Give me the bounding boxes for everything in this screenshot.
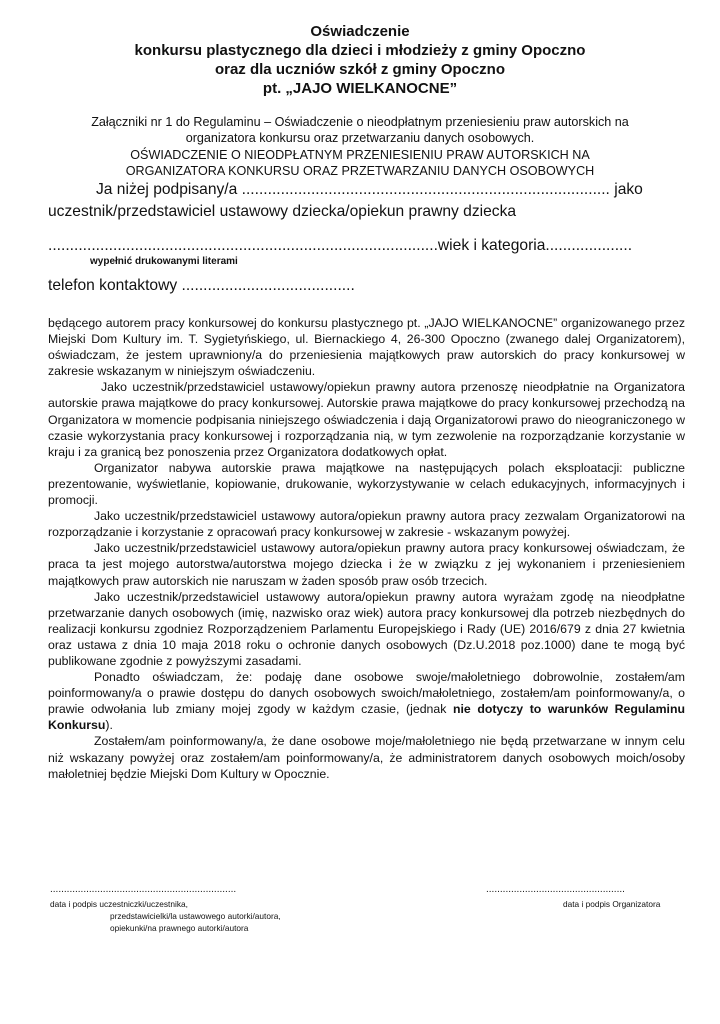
- block-letters-note: wypełnić drukowanymi literami: [90, 256, 238, 267]
- participant-signature-label-1: data i podpis uczestniczki/uczestnika,: [50, 899, 188, 909]
- intro-line-2: organizatora konkursu oraz przetwarzaniu danych osobowych.: [185, 131, 535, 145]
- statement-body: [48, 315, 685, 782]
- regulation-exception: nie dotyczy to warunków Regulaminu Konkursu: [48, 702, 685, 733]
- doc-subtitle-2: oraz dla uczniów szkół z gminy Opoczno: [214, 61, 506, 78]
- doc-subtitle-3: pt. „JAJO WIELKANOCNE”: [262, 80, 458, 97]
- signer-role-line: uczestnik/przedstawiciel ustawowy dziecka/opiekun prawny dziecka: [48, 203, 517, 220]
- intro-line-1: Załączniki nr 1 do Regulaminu – Oświadczenie o nieodpłatnym przeniesieniu praw autorskich na: [91, 115, 629, 129]
- organizer-signature-label: data i podpis Organizatora: [563, 899, 661, 909]
- paragraph-data-rights: [48, 669, 685, 733]
- signer-name-field: Ja niżej podpisany/a ..................................................................................... jako: [96, 181, 643, 198]
- doc-subtitle-1: konkursu plastycznego dla dzieci i młodzieży z gminy Opoczno: [134, 42, 586, 59]
- phone-field: telefon kontaktowy ........................................: [48, 277, 355, 294]
- age-category-field: ..........................................................................................wiek i kategoria....................: [48, 237, 633, 254]
- participant-signature-label-2: przedstawicielki/la ustawowego autorki/autora,: [110, 911, 281, 921]
- paragraph-data-consent: Jako uczestnik/przedstawiciel ustawowy autora/opiekun prawny autora wyrażam zgodę na nieodpłatne przetwarzanie danych osobowych (imię, nazwisko oraz wiek) autora pracy konkursowej dla potrzeb niezbędnych do realizacji konkursu zgodniez Rozporządzeniem Parlamentu Europejskiego i Rady (UE) 2016/679 z dnia 27 kwietnia oraz ustawa z dnia 10 maja 2018 roku o ochronie danych osobowych (Dz.U.2018 poz.1000) dane te mogą być publikowane zgodnie z powyższymi zasadami.: [48, 589, 685, 668]
- paragraph-transfer: Jako uczestnik/przedstawiciel ustawowy/opiekun prawny autora przenoszę nieodpłatnie na Organizatora autorskie prawa majątkowe do pracy konkursowej. Autorskie prawa majątkowe do pracy konkursowej przechodzą na Organizatora w momencie podpisania niniejszego oświadczenia i dają Organizatorowi prawo do nieograniczonego w czasie wykorzystania pracy konkursowej i rozporządzania nią, w tym zezwolenie na rozporządzanie korzystanie w kraju i za granicą bez ponoszenia przez Organizatora dodatkowych opłat.: [48, 380, 685, 459]
- participant-signature-label-3: opiekunki/na prawnego autorki/autora: [110, 923, 249, 933]
- intro-heading-1: OŚWIADCZENIE O NIEODPŁATNYM PRZENIESIENIU PRAW AUTORSKICH NA: [130, 148, 590, 162]
- paragraph-exploitation-fields: Organizator nabywa autorskie prawa majątkowe na następujących polach eksploatacji: publiczne prezentowanie, wyświetlanie, kopiowanie, drukowanie, wykorzystywanie w celach edukacyjnych, informacyjnych i promocji.: [48, 460, 685, 508]
- paragraph-originality: Jako uczestnik/przedstawiciel ustawowy autora/opiekun prawny autora pracy konkursowej oświadczam, że praca ta jest mojego autorstwa/autorstwa mojego dziecka i że w związku z jej wykonaniem i przeniesieniem majątkowych praw autorskich nie naruszam w żaden sposób praw osób trzecich.: [48, 541, 685, 588]
- data-rights-end: ).: [105, 718, 113, 733]
- doc-title: Oświadczenie: [310, 23, 410, 40]
- organizer-signature-line: ..................................................: [486, 884, 625, 895]
- paragraph-data-administrator: Zostałem/am poinformowany/a, że dane osobowe moje/małoletniego nie będą przetwarzane w innym celu niż wskazany powyżej oraz zostałem/am poinformowany/a, że administratorem danych osobowych moich/osoby małoletniej będzie Miejski Dom Kultury w Opocznie.: [48, 734, 685, 781]
- data-rights-text: Ponadto oświadczam, że: podaję dane osobowe swoje/małoletniego dobrowolnie, zostałem/am poinformowany/a o prawie dostępu do danych osobowych swoich/małoletniego, zostałem/am poinformowany/a, o prawie odwołania lub zmiany mojej zgody w każdym czasie, (jednak: [48, 670, 685, 717]
- participant-signature-line: ...................................................................: [50, 884, 237, 895]
- intro-heading-2: ORGANIZATORA KONKURSU ORAZ PRZETWARZANIU DANYCH OSOBOWYCH: [125, 164, 595, 178]
- paragraph-authorship: będącego autorem pracy konkursowej do konkursu plastycznego pt. „JAJO WIELKANOCNE” organizowanego przez Miejski Dom Kultury im. T. Sygietyńskiego, ul. Biernackiego 4, 26-300 Opoczno (zwanego dalej Organizatorem), oświadczam, że jestem uprawniony/a do przeniesienia majątkowych praw autorskich do pracy konkursowej w zakresie wskazanym w niniejszym oświadczeniu.: [48, 316, 685, 379]
- paragraph-derivatives: Jako uczestnik/przedstawiciel ustawowy autora/opiekun prawny autora pracy zezwalam Organizatorowi na rozporządzanie i korzystanie z opracowań pracy konkursowej w zakresie - wskazanym powyżej.: [48, 509, 685, 540]
